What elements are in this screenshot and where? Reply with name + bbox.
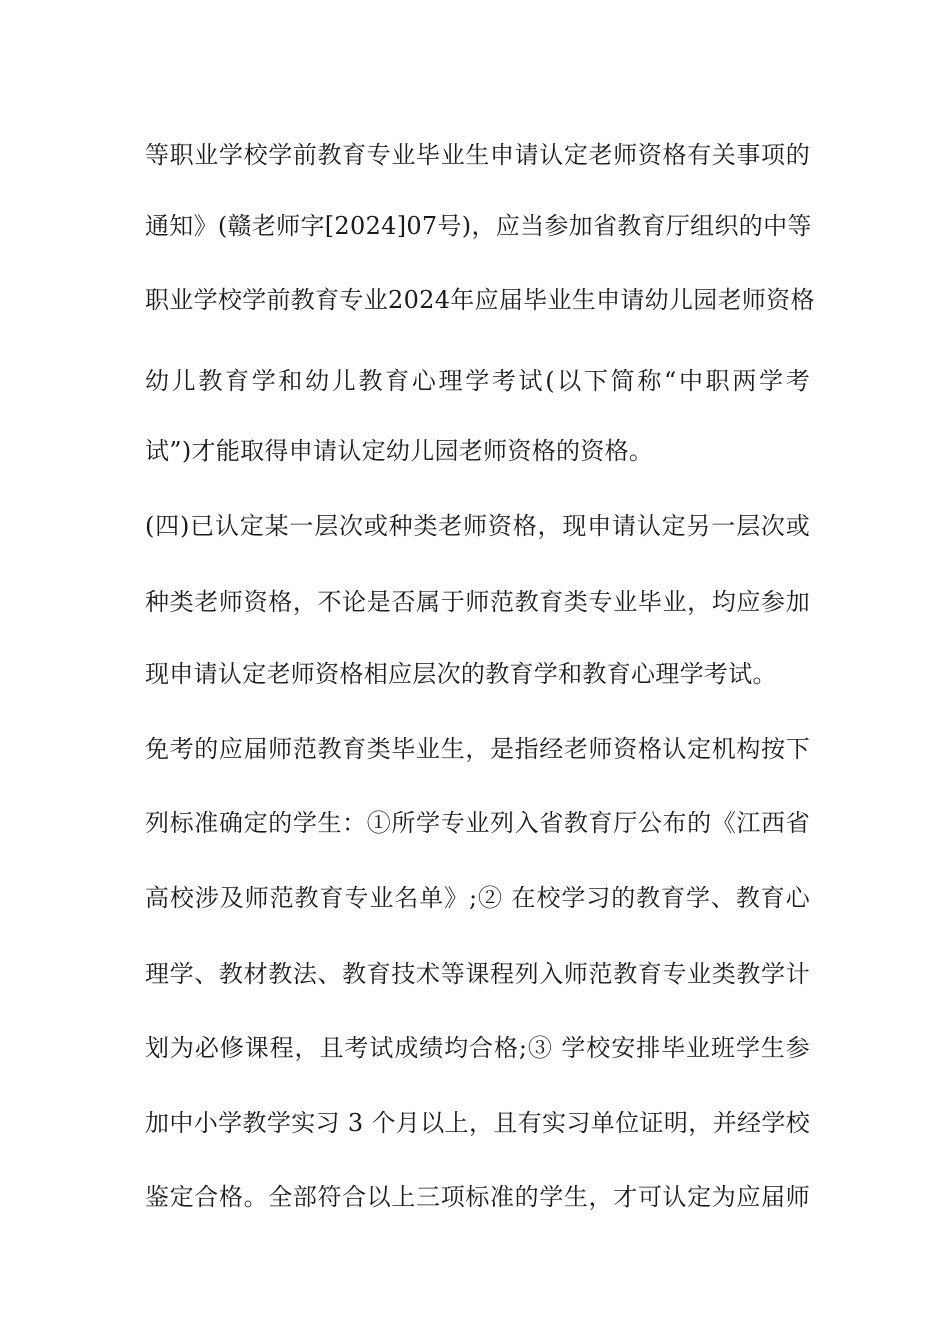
- text-line: (四)已认定某一层次或种类老师资格，现申请认定另一层次或: [145, 512, 810, 540]
- text-line: 划为必修课程，且考试成绩均合格;③ 学校安排毕业班学生参: [145, 1034, 810, 1062]
- text-line: 种类老师资格，不论是否属于师范教育类专业毕业，均应参加: [145, 588, 810, 616]
- text-line: 通知》(赣老师字[2024]07号)，应当参加省教育厅组织的中等: [145, 212, 812, 240]
- text-line: 幼儿教育学和幼儿教育心理学考试(以下简称“中职两学考: [145, 367, 810, 395]
- text-line: 鉴定合格。全部符合以上三项标准的学生，才可认定为应届师: [145, 1183, 810, 1211]
- text-line: 高校涉及师范教育专业名单》;② 在校学习的教育学、教育心: [145, 884, 810, 912]
- text-line: 免考的应届师范教育类毕业生，是指经老师资格认定机构按下: [145, 735, 810, 763]
- text-line: 职业学校学前教育专业2024年应届毕业生申请幼儿园老师资格: [145, 286, 815, 314]
- text-line: 列标准确定的学生：①所学专业列入省教育厅公布的《江西省: [145, 809, 810, 837]
- text-line: 等职业学校学前教育专业毕业生申请认定老师资格有关事项的: [145, 141, 810, 169]
- text-line: 现申请认定老师资格相应层次的教育学和教育心理学考试。: [145, 660, 777, 688]
- text-line: 加中小学教学实习 3 个月以上，且有实习单位证明，并经学校: [145, 1109, 810, 1137]
- text-line: 试”)才能取得申请认定幼儿园老师资格的资格。: [145, 437, 654, 465]
- text-line: 理学、教材教法、教育技术等课程列入师范教育专业类教学计: [145, 960, 810, 988]
